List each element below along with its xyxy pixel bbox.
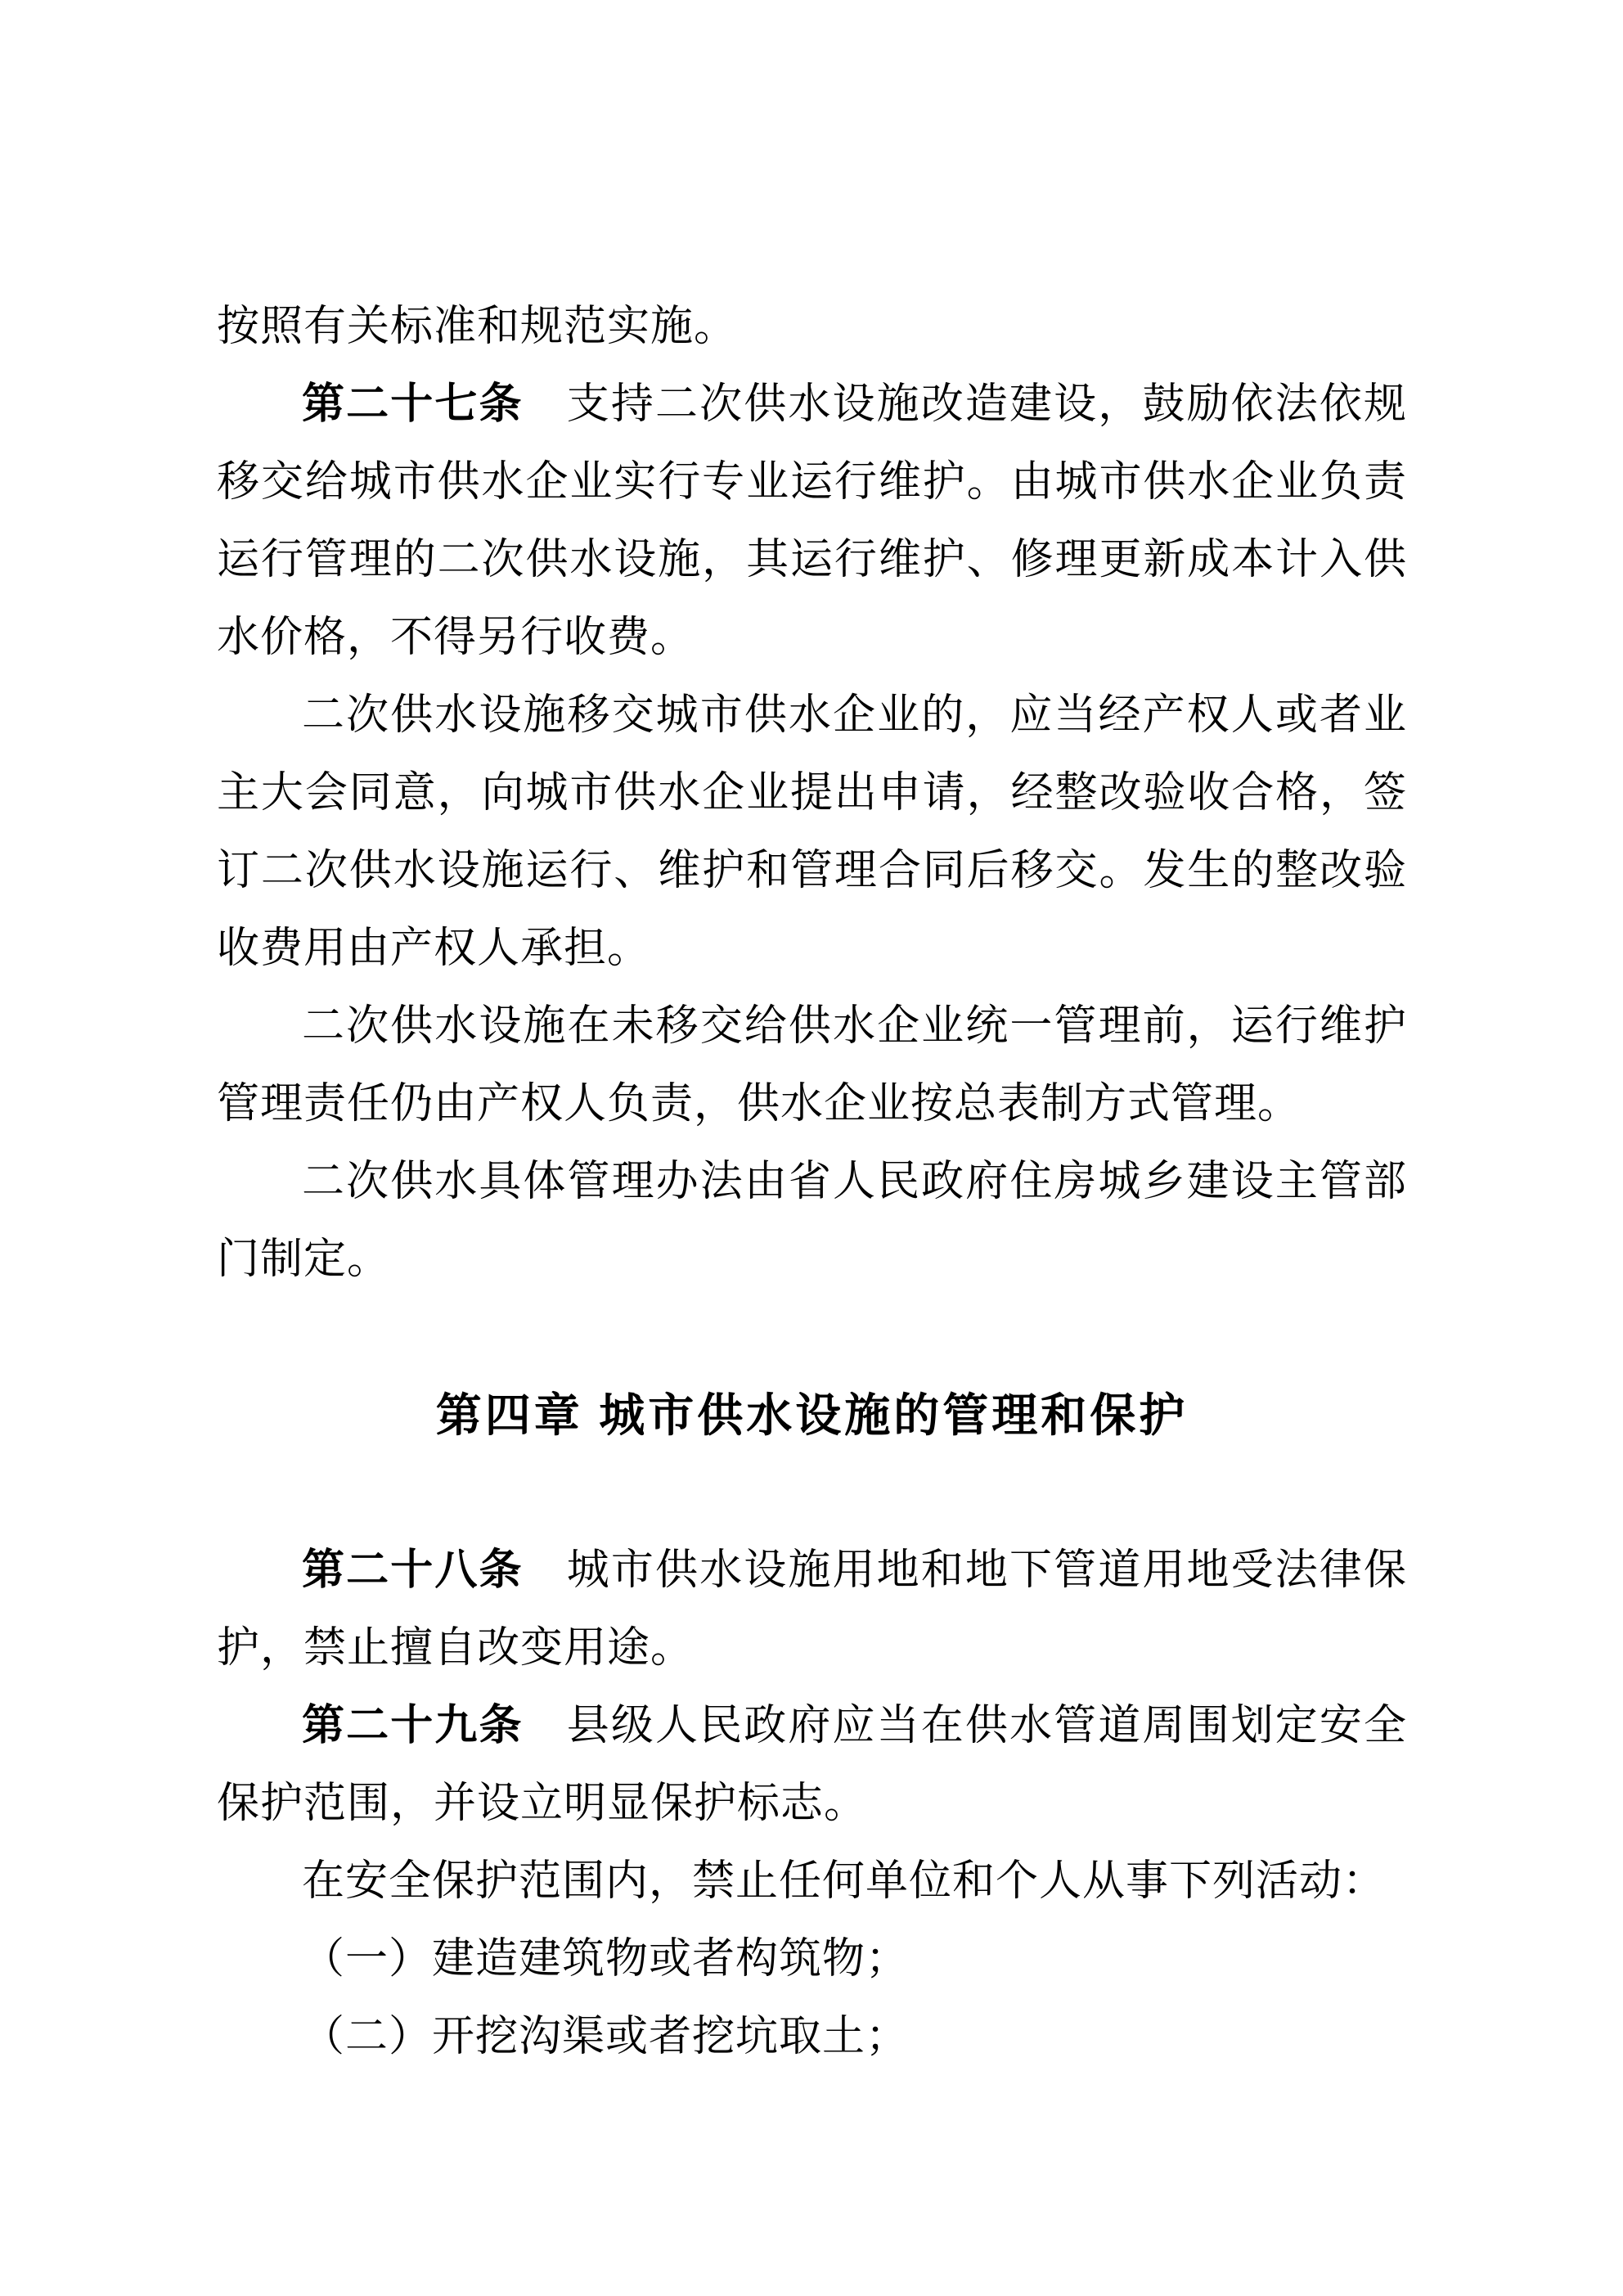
text-line: 主大会同意，向城市供水企业提出申请，经整改验收合格，签 bbox=[217, 770, 1407, 817]
line-text: 县级人民政府应当在供水管道周围划定安全 bbox=[565, 1703, 1407, 1749]
text-line: 移交给城市供水企业实行专业运行维护。由城市供水企业负责 bbox=[217, 459, 1407, 506]
text-line: 收费用由产权人承担。 bbox=[217, 925, 651, 972]
text-line: 管理责任仍由产权人负责，供水企业按总表制方式管理。 bbox=[217, 1081, 1302, 1128]
label-gap bbox=[524, 1583, 566, 1584]
label-gap bbox=[524, 1739, 566, 1740]
article-number: 第二十九条 bbox=[302, 1702, 524, 1749]
line-text: 支持二次供水设施改造建设，鼓励依法依规 bbox=[565, 381, 1407, 428]
label-gap bbox=[524, 417, 566, 418]
chapter-heading: 第四章 城市供水设施的管理和保护 bbox=[435, 1389, 1189, 1441]
text-line: （二）开挖沟渠或者挖坑取土； bbox=[302, 2014, 910, 2060]
text-line: 门制定。 bbox=[217, 1236, 391, 1283]
line-text: 城市供水设施用地和地下管道用地受法律保 bbox=[565, 1547, 1407, 1594]
text-line: 按照有关标准和规范实施。 bbox=[217, 304, 738, 350]
article-number: 第二十八条 bbox=[302, 1546, 524, 1594]
text-line: 水价格，不得另行收费。 bbox=[217, 615, 695, 661]
text-line: 订二次供水设施运行、维护和管理合同后移交。发生的整改验 bbox=[217, 848, 1407, 894]
text-line: 二次供水设施移交城市供水企业的，应当经产权人或者业 bbox=[302, 692, 1407, 739]
text-line: 在安全保护范围内，禁止任何单位和个人从事下列活动： bbox=[302, 1858, 1387, 1905]
document-body bbox=[217, 288, 1407, 2076]
text-line: 保护范围，并设立明显保护标志。 bbox=[217, 1781, 868, 1827]
article-number: 第二十七条 bbox=[302, 380, 524, 428]
text-line: 二次供水具体管理办法由省人民政府住房城乡建设主管部 bbox=[302, 1159, 1407, 1205]
text-line: 二次供水设施在未移交给供水企业统一管理前，运行维护 bbox=[302, 1003, 1407, 1050]
text-line: （一）建造建筑物或者构筑物； bbox=[302, 1936, 910, 1983]
text-line: 运行管理的二次供水设施，其运行维护、修理更新成本计入供 bbox=[217, 537, 1407, 583]
text-line: 护，禁止擅自改变用途。 bbox=[217, 1625, 695, 1672]
text-line bbox=[217, 1532, 1407, 1609]
text-line bbox=[217, 366, 1407, 443]
text-line bbox=[217, 1687, 1407, 1765]
